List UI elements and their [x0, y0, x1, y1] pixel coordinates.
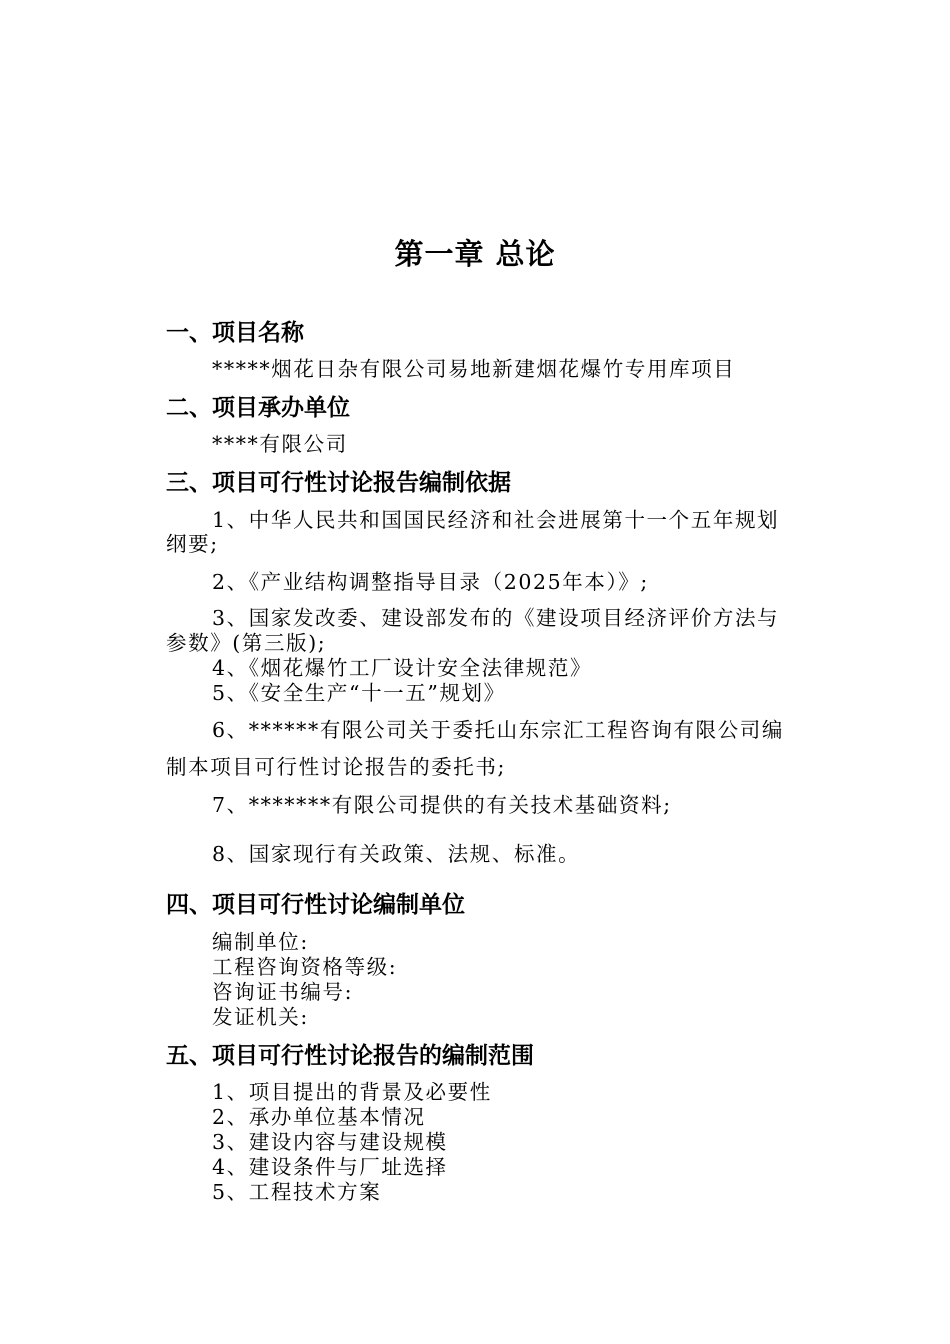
basis-item-1-line-1: 1、中华人民共和国国民经济和社会进展第十一个五年规划	[212, 508, 780, 532]
undertaking-unit-text: ****有限公司	[212, 432, 348, 456]
scope-item-1: 1、项目提出的背景及必要性	[212, 1080, 492, 1104]
certificate-number-label: 咨询证书编号:	[212, 980, 354, 1004]
basis-item-6-line-1: 6、******有限公司关于委托山东宗汇工程咨询有限公司编	[212, 718, 784, 742]
scope-item-2: 2、承办单位基本情况	[212, 1105, 426, 1129]
basis-item-2: 2、《产业结构调整指导目录（2025年本）》;	[212, 570, 649, 594]
section-heading-project-name: 一、项目名称	[166, 320, 304, 346]
chapter-title: 第一章 总论	[394, 237, 556, 271]
basis-item-3-line-1: 3、国家发改委、建设部发布的《建设项目经济评价方法与	[212, 606, 780, 630]
project-name-text: *****烟花日杂有限公司易地新建烟花爆竹专用库项目	[212, 357, 736, 381]
basis-item-3-line-2: 参数》(第三版);	[166, 631, 327, 655]
basis-item-4: 4、《烟花爆竹工厂设计安全法律规范》	[212, 656, 593, 680]
basis-item-8: 8、国家现行有关政策、法规、标准。	[212, 842, 581, 866]
qualification-grade-label: 工程咨询资格等级:	[212, 955, 398, 979]
basis-item-1-line-2: 纲要;	[166, 532, 219, 556]
basis-item-6-line-2: 制本项目可行性讨论报告的委托书;	[166, 755, 507, 779]
section-heading-scope: 五、项目可行性讨论报告的编制范围	[166, 1043, 534, 1069]
scope-item-3: 3、建设内容与建设规模	[212, 1130, 448, 1154]
scope-item-4: 4、建设条件与厂址选择	[212, 1155, 448, 1179]
issuing-authority-label: 发证机关:	[212, 1005, 309, 1029]
basis-item-5: 5、《安全生产“十一五”规划》	[212, 681, 506, 705]
scope-item-5: 5、工程技术方案	[212, 1180, 382, 1204]
section-heading-undertaking-unit: 二、项目承办单位	[166, 395, 350, 421]
compiling-unit-label: 编制单位:	[212, 930, 309, 954]
basis-item-7: 7、*******有限公司提供的有关技术基础资料;	[212, 793, 672, 817]
section-heading-compiling-unit: 四、项目可行性讨论编制单位	[166, 892, 465, 918]
section-heading-basis: 三、项目可行性讨论报告编制依据	[166, 470, 511, 496]
